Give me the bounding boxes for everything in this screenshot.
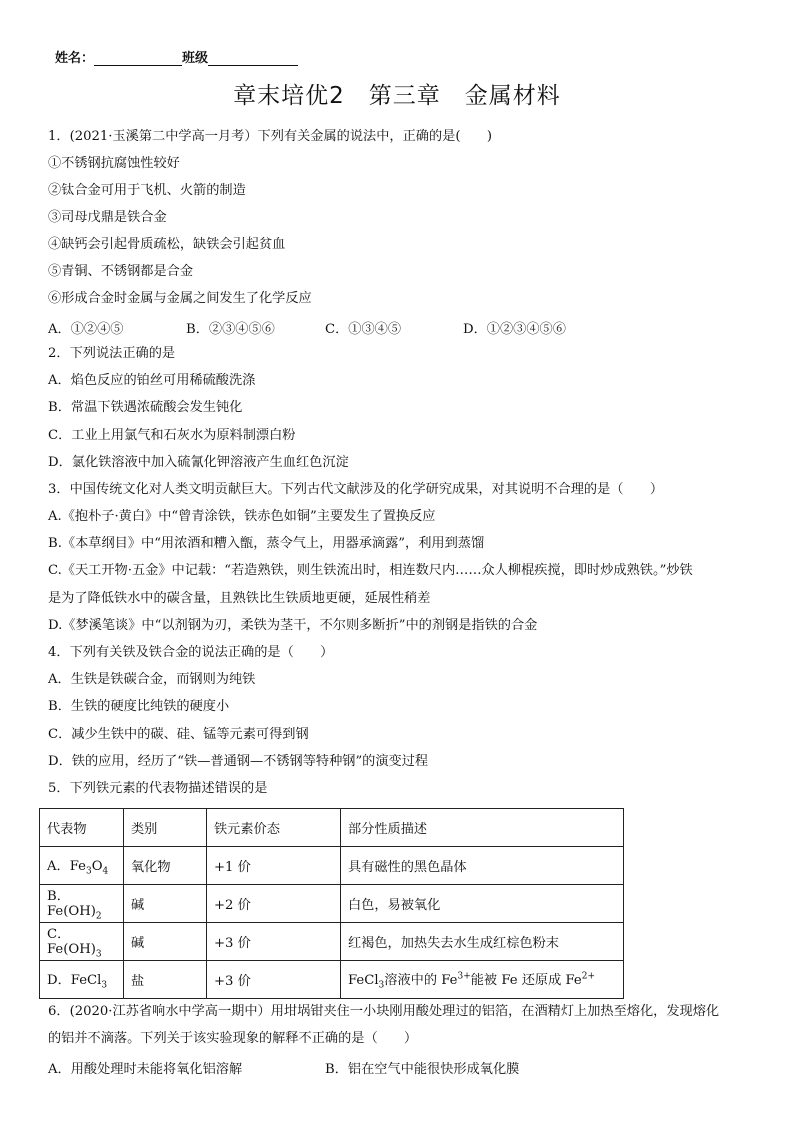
q3-option-b[interactable]: B.《本草纲目》中“用浓酒和糟入甑，蒸令气上，用器承滴露”，利用到蒸馏 (48, 536, 485, 551)
description-text: 溶液中的 Fe (384, 972, 458, 988)
q3-option-d[interactable]: D.《梦溪笔谈》中“以剂钢为刃，柔铁为茎干，不尔则多断折”中的剂钢是指铁的合金 (48, 618, 538, 633)
table-cell-description: 具有磁性的黑色晶体 (341, 847, 624, 885)
table-cell-description: 白色，易被氧化 (341, 885, 624, 923)
table-row[interactable] (40, 885, 624, 923)
table-cell-description: 红褐色，加热失去水生成红棕色粉末 (341, 923, 624, 961)
table-cell-category: 碱 (124, 885, 207, 923)
q3-option-c[interactable]: C.《天工开物·五金》中记载：“若造熟铁，则生铁流出时，相连数尺内……众人柳棍疾搅，即时炒成熟铁。”炒铁 (48, 563, 693, 578)
charge-superscript: 3+ (457, 971, 471, 982)
table-cell-valence: +2 价 (207, 885, 341, 923)
table-header: 类别 (124, 809, 207, 847)
q1-option-d[interactable]: D．①②③④⑤⑥ (463, 322, 566, 337)
q5-stem: 5．下列铁元素的代表物描述错误的是 (48, 781, 268, 796)
q1-stem: 1．(2021·玉溪第二中学高一月考）下列有关金属的说法中，正确的是( ) (48, 129, 493, 144)
q1-item: ①不锈钢抗腐蚀性较好 (48, 156, 180, 171)
substance-text: O (91, 858, 103, 874)
description-text: FeCl (348, 972, 379, 988)
q4-stem: 4．下列有关铁及铁合金的说法正确的是（ ） (48, 645, 334, 660)
formula-subscript: 2 (95, 911, 102, 922)
student-info-header (55, 47, 298, 66)
q3-option-a[interactable]: A.《抱朴子·黄白》中“曾青涂铁，铁赤色如铜”主要发生了置换反应 (48, 509, 436, 524)
table-row[interactable] (40, 847, 624, 885)
name-label: 姓名： (55, 51, 95, 66)
substance-text: A．Fe (47, 858, 86, 874)
substance-text: B．Fe(OH) (47, 889, 96, 920)
q6-stem-cont: 的铝并不滴落。下列关于该实验现象的解释不正确的是（ ） (48, 1031, 418, 1046)
table-cell-category: 盐 (124, 961, 207, 999)
formula-subscript: 3 (95, 949, 102, 960)
q1-option-a[interactable]: A．①②④⑤ (48, 322, 124, 337)
q2-stem: 2．下列说法正确的是 (48, 346, 176, 361)
table-header: 代表物 (40, 809, 124, 847)
q6-stem: 6．(2020·江苏省响水中学高一期中）用坩埚钳夹住一小块刚用酸处理过的铝箔，在酒精灯上加热至熔化，发现熔化 (48, 1004, 720, 1019)
name-blank[interactable] (94, 51, 182, 66)
formula-subscript: 4 (102, 866, 109, 877)
q2-option-d[interactable]: D．氯化铁溶液中加入硫氰化钾溶液产生血红色沉淀 (48, 455, 349, 470)
q4-option-a[interactable]: A．生铁是铁碳合金，而钢则为纯铁 (48, 672, 256, 687)
q1-option-c[interactable]: C．①③④⑤ (325, 322, 402, 337)
q6-option-b[interactable]: B．铝在空气中能很快形成氧化膜 (325, 1062, 520, 1077)
table-cell-description (341, 961, 624, 999)
q2-option-b[interactable]: B．常温下铁遇浓硫酸会发生钝化 (48, 400, 243, 415)
class-label: 班级 (182, 51, 209, 66)
formula-subscript: 3 (101, 980, 108, 991)
table-cell-valence: +3 价 (207, 923, 341, 961)
table-cell-substance (40, 847, 124, 885)
table-cell-category: 氧化物 (124, 847, 207, 885)
table-cell-substance (40, 961, 124, 999)
q4-option-b[interactable]: B．生铁的硬度比纯铁的硬度小 (48, 699, 230, 714)
description-text: 能被 Fe 还原成 Fe (470, 972, 582, 988)
formula-subscript: 3 (85, 866, 92, 877)
table-header-row (40, 809, 624, 847)
q4-option-d[interactable]: D．铁的应用，经历了“铁—普通钢—不锈钢等特种钢”的演变过程 (48, 754, 429, 769)
q1-item: ⑤青铜、不锈钢都是合金 (48, 264, 194, 279)
q5-table (39, 808, 624, 999)
table-header: 部分性质描述 (341, 809, 624, 847)
table-cell-valence: +3 价 (207, 961, 341, 999)
table-cell-valence: +1 价 (207, 847, 341, 885)
q1-item: ③司母戊鼎是铁合金 (48, 210, 167, 225)
q2-option-a[interactable]: A．焰色反应的铂丝可用稀硫酸洗涤 (48, 373, 256, 388)
class-blank[interactable] (208, 51, 298, 66)
substance-text: C．Fe(OH) (47, 927, 96, 958)
q2-option-c[interactable]: C．工业上用氯气和石灰水为原料制漂白粉 (48, 428, 296, 443)
q1-option-b[interactable]: B．②③④⑤⑥ (186, 322, 275, 337)
table-cell-category: 碱 (124, 923, 207, 961)
q1-item: ②钛合金可用于飞机、火箭的制造 (48, 183, 246, 198)
table-cell-substance (40, 923, 124, 961)
formula-subscript: 3 (378, 980, 385, 991)
page-title: 章末培优2 第三章 金属材料 (233, 83, 561, 109)
q6-option-a[interactable]: A．用酸处理时未能将氧化铝溶解 (48, 1062, 243, 1077)
q1-item: ④缺钙会引起骨质疏松，缺铁会引起贫血 (48, 237, 286, 252)
table-row[interactable] (40, 923, 624, 961)
table-cell-substance (40, 885, 124, 923)
q3-option-c-cont: 是为了降低铁水中的碳含量，且熟铁比生铁质地更硬，延展性稍差 (48, 591, 431, 606)
table-header: 铁元素价态 (207, 809, 341, 847)
charge-superscript: 2+ (581, 971, 596, 982)
q3-stem: 3．中国传统文化对人类文明贡献巨大。下列古代文献涉及的化学研究成果，对其说明不合理的是（ ） (48, 482, 664, 497)
table-row[interactable] (40, 961, 624, 999)
q1-item: ⑥形成合金时金属与金属之间发生了化学反应 (48, 291, 312, 306)
substance-text: D．FeCl (47, 972, 102, 988)
q4-option-c[interactable]: C．减少生铁中的碳、硅、锰等元素可得到钢 (48, 727, 309, 742)
